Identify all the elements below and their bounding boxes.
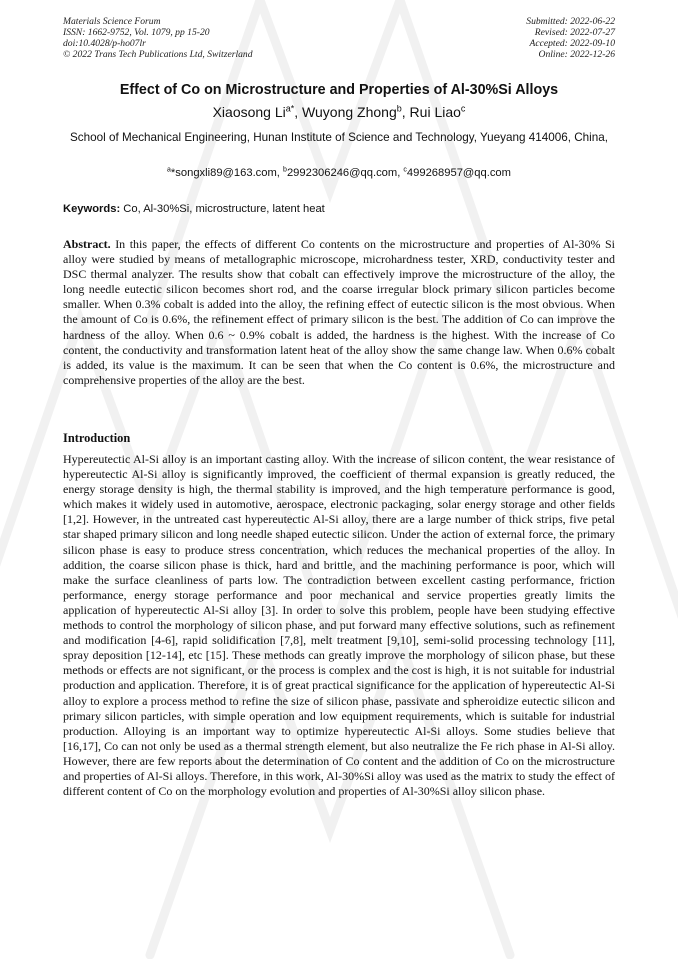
email-mark: a [167, 166, 171, 174]
email-address: 2992306246@qq.com, [286, 167, 404, 179]
author-emails [40, 167, 638, 179]
author-affiliation-mark: b [396, 103, 402, 114]
author-separator: , [401, 104, 410, 120]
email-address: *songxli89@163.com, [170, 167, 284, 179]
doi: doi:10.4028/p-ho07lr [63, 38, 146, 49]
abstract-label: Abstract. [63, 237, 111, 251]
journal-name: Materials Science Forum [63, 16, 161, 27]
paper-title: Effect of Co on Microstructure and Properties of Al-30%Si Alloys [119, 82, 559, 98]
keywords-label: Keywords: [63, 203, 121, 215]
issn-volume-pages: ISSN: 1662-9752, Vol. 1079, pp 15-20 [63, 27, 210, 38]
accepted-date: Accepted: 2022-09-10 [529, 38, 615, 49]
author-name: Xiaosong Li [212, 104, 286, 120]
email-mark: c [403, 166, 407, 174]
keywords [63, 203, 615, 215]
publication-dates [526, 16, 615, 60]
keywords-text: Co, Al-30%Si, microstructure, latent heat [120, 203, 325, 215]
section-heading-introduction: Introduction [63, 431, 131, 445]
copyright: © 2022 Trans Tech Publications Ltd, Switzerland [63, 49, 253, 60]
email-mark: b [283, 166, 287, 174]
author-list [40, 104, 638, 120]
author-affiliation-mark: a* [285, 103, 295, 114]
revised-date: Revised: 2022-07-27 [534, 27, 615, 38]
author-affiliation-mark: c [460, 103, 466, 114]
journal-info [63, 16, 253, 60]
introduction-paragraph: Hypereutectic Al-Si alloy is an important casting alloy. With the increase of silicon content, the wear resistance of hypereutectic Al-Si alloy is significantly improved, the coefficient of thermal expansion is greatly reduced, the energy storage density is high, the thermal stability is improved, and the high temperature performance is good, which makes it widely used in automotive, aerospace, electronic packaging, solar energy storage and other fields [1,2]. However, in the untreated cast hypereutectic Al-Si alloy, there are a large number of thick strips, five petal star shaped primary silicon and long needle shaped eutectic silicon. Under the action of external force, the primary silicon phase is easy to produce stress concentration, which reduces the mechanical properties of the alloy. In addition, the coarse silicon phase is thick, hard and brittle, and the machining performance is poor, which will make the surface cleanliness of parts low. The contradiction between excellent casting performance, friction performance, energy storage performance and poor mechanical and service properties greatly limits the application of hypereutectic Al-Si alloy [3]. In order to solve this problem, people have been studying effective methods to control the morphology of silicon phase, and put forward many effective solutions, such as refinement and modification [4-6], rapid solidification [7,8], melt treatment [9,10], semi-solid processing technology [11], spray deposition [12-14], etc [15]. These methods can greatly improve the morphology of silicon phase, but these methods or effects are not significant, or the process is complex and the cost is high, it is not suitable for industrial production and application. Therefore, it is of great practical significance for the application of hypereutectic Al-Si alloy to explore a process method to refine the size of silicon phase, passivate and spheroidize eutectic silicon and primary silicon particles, with simple operation and low equipment requirements, which is suitable for industrial production. Alloying is an important way to optimize hypereutectic Al-Si alloys. Some studies believe that [16,17], Co can not only be used as a thermal strength element, but also neutralize the Fe rich phase in Al-Si alloy. However, there are few reports about the determination of Co content and the addition of Co on the microstructure and properties of Al-Si alloys. Therefore, in this work, Al-30%Si alloy was used as the matrix to study the effect of different content of Co on the morphology evolution and properties of Al-30%Si alloy silicon phase. [63, 452, 615, 799]
author-name: Rui Liao [409, 104, 461, 120]
abstract [63, 237, 615, 388]
author-separator: , [294, 104, 303, 120]
abstract-text: In this paper, the effects of different Co contents on the microstructure and properties of Al-30% Si alloy were studied by means of metallographic microscope, microhardness tester, XRD, conductivity tester and DSC thermal analyzer. The results show that cobalt can effectively improve the microstructure of the alloy, the long needle eutectic silicon becomes short rod, and the coarse irregular block primary silicon particles become smaller. When 0.3% cobalt is added into the alloy, the refining effect of eutectic silicon is the most obvious. When the amount of Co is 0.6%, the refinement effect of primary silicon is the best. The addition of Co can improve the hardness of the alloy. When 0.6 ~ 0.9% cobalt is added, the hardness is the highest. With the increase of Co content, the conductivity and transformation latent heat of the alloy show the same change law. When 0.6% cobalt is added, its value is the maximum. It can be seen that when the Co content is 0.6%, the microstructure and comprehensive properties of the alloy are the best. [63, 237, 615, 387]
author-name: Wuyong Zhong [302, 104, 397, 120]
affiliation: School of Mechanical Engineering, Hunan Institute of Science and Technology, Yueyang 414006, China, [70, 131, 608, 144]
submitted-date: Submitted: 2022-06-22 [526, 16, 615, 27]
email-address: 499268957@qq.com [406, 167, 511, 179]
online-date: Online: 2022-12-26 [538, 49, 615, 60]
